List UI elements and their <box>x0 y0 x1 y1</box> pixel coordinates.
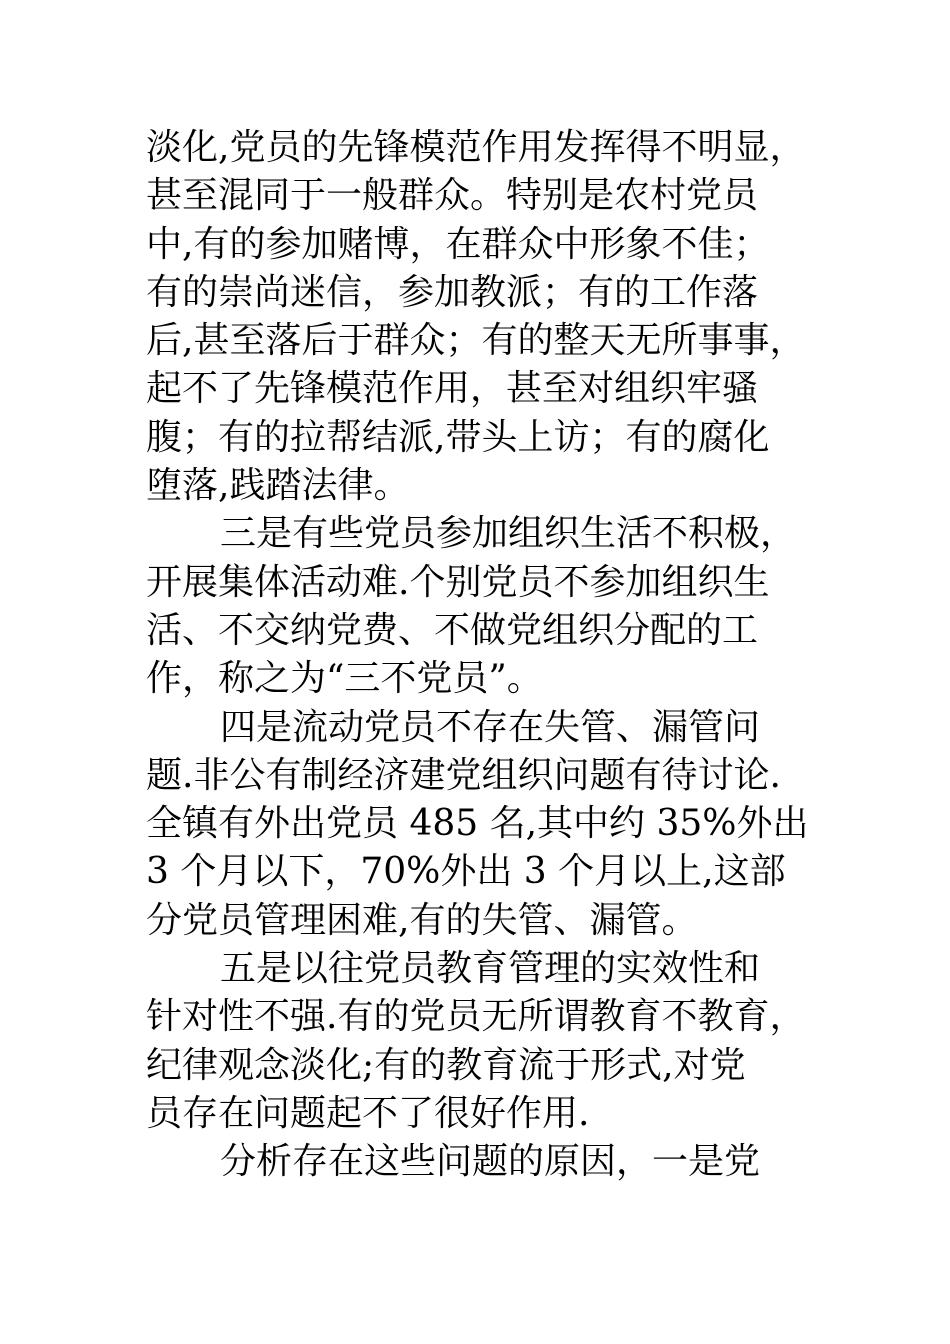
text-line-first: 四是流动党员不存在失管、漏管问 <box>220 706 761 748</box>
text-line: 分党员管理困难,有的失管、漏管。 <box>146 899 698 941</box>
text-line: 题.非公有制经济建党组织问题有待讨论. <box>146 754 781 796</box>
document-body <box>146 124 846 1187</box>
text-line: 有的崇尚迷信，参加教派；有的工作落 <box>146 271 759 313</box>
text-line-first: 分析存在这些问题的原因，一是党 <box>220 1141 761 1183</box>
text-line: 甚至混同于一般群众。特别是农村党员 <box>146 175 759 217</box>
text-line: 3 个月以下，70%外出 3 个月以上,这部 <box>146 851 786 893</box>
text-line: 纪律观念淡化;有的教育流于形式,对党 <box>146 1044 746 1086</box>
paragraph-4 <box>146 945 846 1138</box>
text-line: 中,有的参加赌博，在群众中形象不佳； <box>146 223 770 265</box>
text-line: 堕落,践踏法律。 <box>146 465 410 507</box>
text-line: 针对性不强.有的党员无所谓教育不教育， <box>146 996 806 1038</box>
text-line: 腹；有的拉帮结派,带头上访；有的腐化 <box>146 416 770 458</box>
text-line: 作，称之为“三不党员”。 <box>146 658 543 700</box>
paragraph-5 <box>146 1138 846 1186</box>
text-line: 员存在问题起不了很好作用. <box>146 1092 590 1134</box>
text-line-first: 五是以往党员教育管理的实效性和 <box>220 948 761 990</box>
paragraph-1 <box>146 124 846 510</box>
text-line: 活、不交纳党费、不做党组织分配的工 <box>146 609 759 651</box>
paragraph-2 <box>146 510 846 703</box>
text-line-first: 三是有些党员参加组织生活不积极， <box>220 513 797 555</box>
text-line: 起不了先锋模范作用，甚至对组织牢骚 <box>146 368 759 410</box>
paragraph-3 <box>146 704 846 945</box>
text-line: 全镇有外出党员 485 名,其中约 35%外出 <box>146 803 809 845</box>
text-line: 开展集体活动难.个别党员不参加组织生 <box>146 561 770 603</box>
text-line: 后,甚至落后于群众；有的整天无所事事， <box>146 320 806 362</box>
text-line: 淡化,党员的先锋模范作用发挥得不明显， <box>146 127 806 168</box>
